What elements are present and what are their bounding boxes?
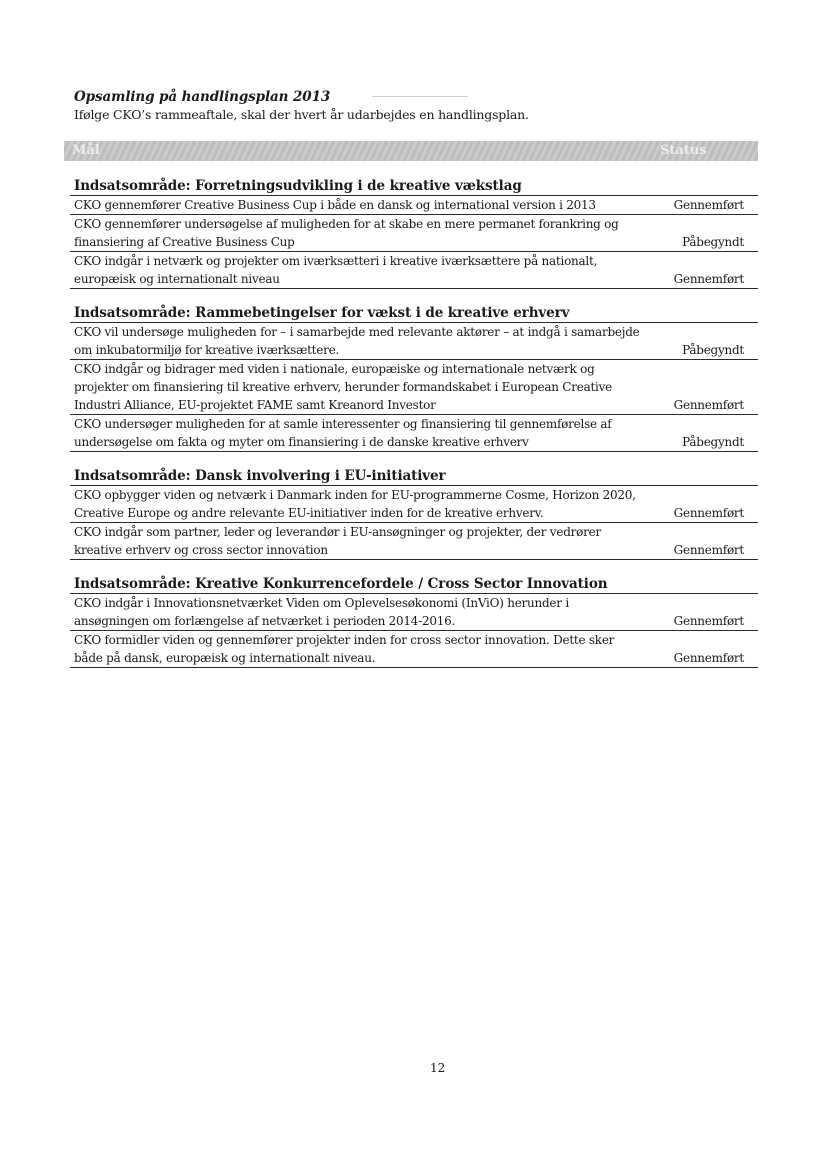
- goal-text: [70, 215, 664, 251]
- goal-text: [70, 594, 664, 630]
- goal-text-line: CKO gennemfører undersøgelse af muligheden for at skabe en mere permanet forankring og: [74, 217, 619, 231]
- goal-text-line: CKO undersøger muligheden for at samle interessenter og finansiering til gennemførelse af: [74, 417, 612, 431]
- goal-text: [70, 323, 664, 359]
- status-text: Gennemført: [673, 198, 744, 212]
- page-subtitle: Ifølge CKO’s rammeaftale, skal der hvert år udarbejdes en handlingsplan.: [74, 107, 529, 122]
- goal-text: [70, 415, 664, 451]
- status-cell: [664, 360, 758, 414]
- section: [70, 468, 758, 560]
- section: [70, 576, 758, 668]
- status-text: Påbegyndt: [682, 343, 744, 357]
- goal-text-line: CKO indgår i netværk og projekter om iværksætteri i kreative iværksættere på nationalt,: [74, 254, 598, 268]
- status-cell: [664, 523, 758, 559]
- table-row: [70, 594, 758, 631]
- status-text: Gennemført: [673, 272, 744, 286]
- goal-text: [70, 196, 664, 214]
- section: [70, 178, 758, 289]
- goal-text-line: CKO formidler viden og gennemfører projekter inden for cross sector innovation. Dette sker: [74, 633, 615, 647]
- table-row: [70, 196, 758, 215]
- status-cell: [664, 215, 758, 251]
- table-row: [70, 415, 758, 452]
- status-text: Gennemført: [673, 651, 744, 665]
- goal-text: [70, 523, 664, 559]
- status-text: Gennemført: [673, 543, 744, 557]
- goal-text-line: CKO indgår som partner, leder og leverandør i EU-ansøgninger og projekter, der vedrører: [74, 525, 601, 539]
- status-cell: [664, 323, 758, 359]
- goal-text-line: CKO indgår og bidrager med viden i nationale, europæiske og internationale netværk og: [74, 362, 595, 376]
- goal-text-line: projekter om finansiering til kreative erhverv, herunder formandskabet i European Creative: [74, 380, 613, 394]
- goal-text-line: kreative erhverv og cross sector innovation: [74, 543, 328, 557]
- table-row: [70, 252, 758, 289]
- table-header-bar: [64, 141, 758, 161]
- page-number: 12: [430, 1061, 446, 1075]
- goal-text: [70, 252, 664, 288]
- status-text: Gennemført: [673, 398, 744, 412]
- goal-text-line: CKO gennemfører Creative Business Cup i både en dansk og international version i 2013: [74, 198, 596, 212]
- column-header-status: Status: [660, 143, 707, 158]
- goal-text-line: finansiering af Creative Business Cup: [74, 235, 295, 249]
- goal-text-line: Industri Alliance, EU-projektet FAME samt Kreanord Investor: [74, 398, 436, 412]
- table-row: [70, 523, 758, 560]
- section-title: Indsatsområde: Forretningsudvikling i de kreative vækstlag: [70, 178, 758, 196]
- goal-text-line: CKO vil undersøge muligheden for – i samarbejde med relevante aktører – at indgå i samarbejde: [74, 325, 640, 339]
- table-row: [70, 360, 758, 415]
- status-text: Gennemført: [673, 506, 744, 520]
- status-cell: [664, 252, 758, 288]
- goal-text: [70, 631, 664, 667]
- action-plan-tables: [70, 178, 758, 684]
- status-cell: [664, 196, 758, 214]
- page-title: Opsamling på handlingsplan 2013: [74, 89, 331, 105]
- table-row: [70, 631, 758, 668]
- status-text: Påbegyndt: [682, 435, 744, 449]
- goal-text-line: Creative Europe og andre relevante EU-initiativer inden for de kreative erhverv.: [74, 506, 544, 520]
- goal-text-line: europæisk og internationalt niveau: [74, 272, 280, 286]
- table-row: [70, 215, 758, 252]
- section-title: Indsatsområde: Dansk involvering i EU-initiativer: [70, 468, 758, 486]
- table-row: [70, 486, 758, 523]
- table-row: [70, 323, 758, 360]
- goal-text: [70, 360, 664, 414]
- goal-text-line: CKO indgår i Innovationsnetværket Viden om Oplevelsesøkonomi (InViO) herunder i: [74, 596, 569, 610]
- section-title: Indsatsområde: Kreative Konkurrencefordele / Cross Sector Innovation: [70, 576, 758, 594]
- goal-text-line: både på dansk, europæisk og internationalt niveau.: [74, 651, 376, 665]
- goal-text-line: CKO opbygger viden og netværk i Danmark inden for EU-programmerne Cosme, Horizon 2020,: [74, 488, 636, 502]
- column-header-goal: Mål: [72, 143, 100, 158]
- section-title: Indsatsområde: Rammebetingelser for vækst i de kreative erhverv: [70, 305, 758, 323]
- status-cell: [664, 415, 758, 451]
- header-rule: [372, 96, 468, 97]
- status-cell: [664, 486, 758, 522]
- goal-text-line: om inkubatormiljø for kreative iværksættere.: [74, 343, 339, 357]
- status-cell: [664, 594, 758, 630]
- goal-text-line: undersøgelse om fakta og myter om finansiering i de danske kreative erhverv: [74, 435, 529, 449]
- goal-text: [70, 486, 664, 522]
- status-text: Påbegyndt: [682, 235, 744, 249]
- status-text: Gennemført: [673, 614, 744, 628]
- goal-text-line: ansøgningen om forlængelse af netværket i perioden 2014-2016.: [74, 614, 456, 628]
- section: [70, 305, 758, 452]
- status-cell: [664, 631, 758, 667]
